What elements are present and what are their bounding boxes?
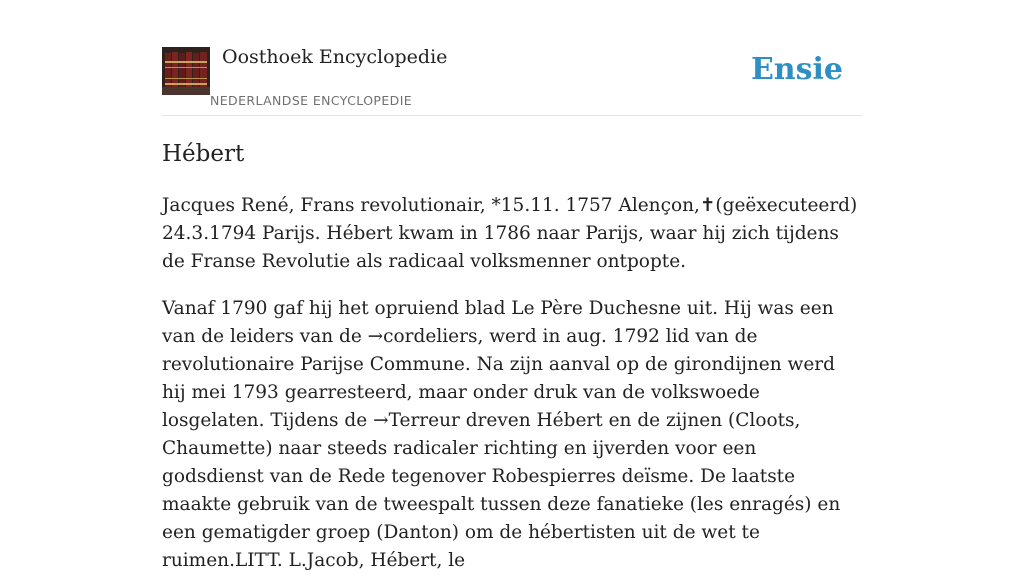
encyclopedia-books-icon[interactable] <box>162 47 210 95</box>
site-subtitle: NEDERLANDSE ENCYCLOPEDIE <box>210 93 413 108</box>
article-title: Hébert <box>162 141 245 167</box>
site-title[interactable]: Oosthoek Encyclopedie <box>222 46 448 68</box>
site-header <box>162 46 862 116</box>
article-paragraph: Vanaf 1790 gaf hij het opruiend blad Le Père Duchesne uit. Hij was een van de leiders van de →cordeliers, werd in aug. 1792 lid van de revolutionaire Parijse Commune. Na zijn aanval op de girondijnen werd hij mei 1793 gearresteerd, maar onder druk van de volkswoede losgelaten. Tijdens de →Terreur dreven Hébert en de zijnen (Cloots, Chaumette) naar steeds radicaler richting en ijverden voor een godsdienst van de Rede tegenover Robespierres deïsme. De laatste maakte gebruik van de tweespalt tussen deze fanatieke (les enragés) en een gematigder groep (Danton) om de hébertisten uit de wet te ruimen.LITT. L.Jacob, Hébert, le <box>162 298 841 571</box>
header-divider <box>162 115 862 116</box>
article <box>162 138 862 575</box>
article-paragraph: Jacques René, Frans revolutionair, *15.11. 1757 Alençon,✝(geëxecuteerd) 24.3.1794 Parijs. Hébert kwam in 1786 naar Parijs, waar hij zich tijdens de Franse Revolutie als radicaal volksmenner ontpopte. <box>162 195 858 272</box>
brand-logo[interactable]: Ensie <box>750 52 843 87</box>
